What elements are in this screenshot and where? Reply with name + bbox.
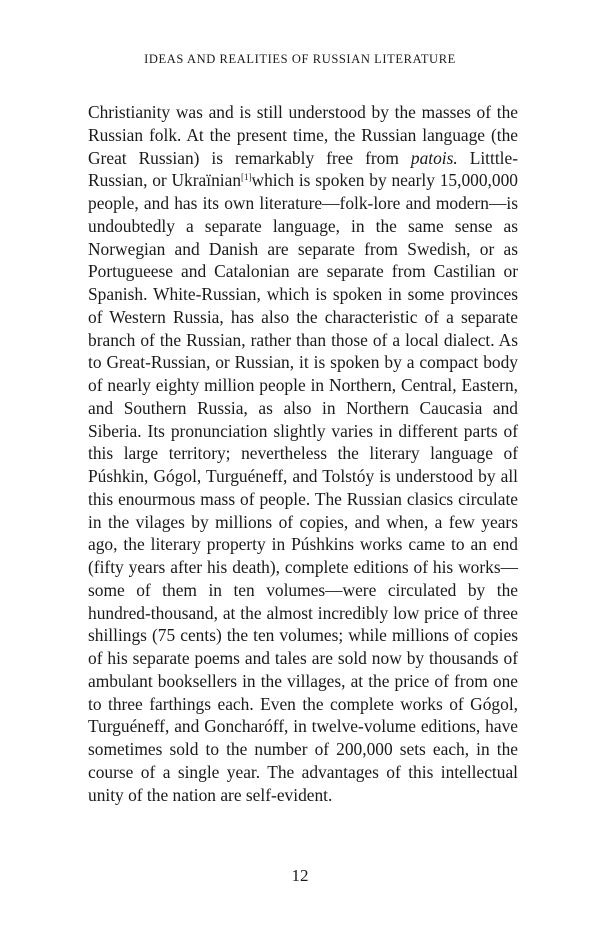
italic-term-patois: patois. [410,147,458,168]
paragraph-text-part-2: Litttle-Russian, or Ukraïnian [88,147,519,191]
paragraph-text-part-3: which is spoken by nearly 15,000,000 people, and has its own literature—folk-lore and modern—is undoubtedly a separate language, in the same sense as Norwegian and Danish are separate from Swedish, or as Portugueese and Catalonian are separate from Castilian or Spanish. White-Russian, which is spoken in some provinces of Western Russia, has also the characteristic of a separate branch of the Russian, rather than those of a local dialect. As to Great-Russian, or Russian, it is spoken by a compact body of nearly eighty million people in Northern, Central, Eastern, and Southern Russia, as also in Northern Caucasia and Siberia. Its pronunciation slightly varies in different parts of this large territory; nevertheless the literary language of Púshkin, Gógol, Turguéneff, and Tolstóy is understood by all this enourmous mass of people. The Russian clasics circulate in the vilages by millions of copies, and when, a few years ago, the literary property in Púshkins works came to an end (fifty years after his death), complete editions of his works—some of them in ten volumes—were circulated by the hundred-thousand, at the almost incredibly low price of three shillings (75 cents) the ten volumes; while millions of copies of his separate poems and tales are sold now by thousands of ambulant booksellers in the villages, at the price of from one to three farthings each. Even the complete works of Gógol, Turguéneff, and Goncharóff, in twelve-volume editions, have sometimes sold to the number of 200,000 sets each, in the course of a single year. The advantages of this intellectual unity of the nation are self-evident. [88,170,518,805]
page-number: 12 [291,866,309,885]
paragraph-text-part-1: Christianity was and is still understood by the masses of the Russian folk. At the present time, the Russian language (the Great Russian) is remarkably free from [88,102,518,168]
footnote-reference-link[interactable]: [1] [241,172,252,183]
running-header: IDEAS AND REALITIES OF RUSSIAN LITERATURE [144,52,456,66]
body-paragraph [88,101,518,806]
